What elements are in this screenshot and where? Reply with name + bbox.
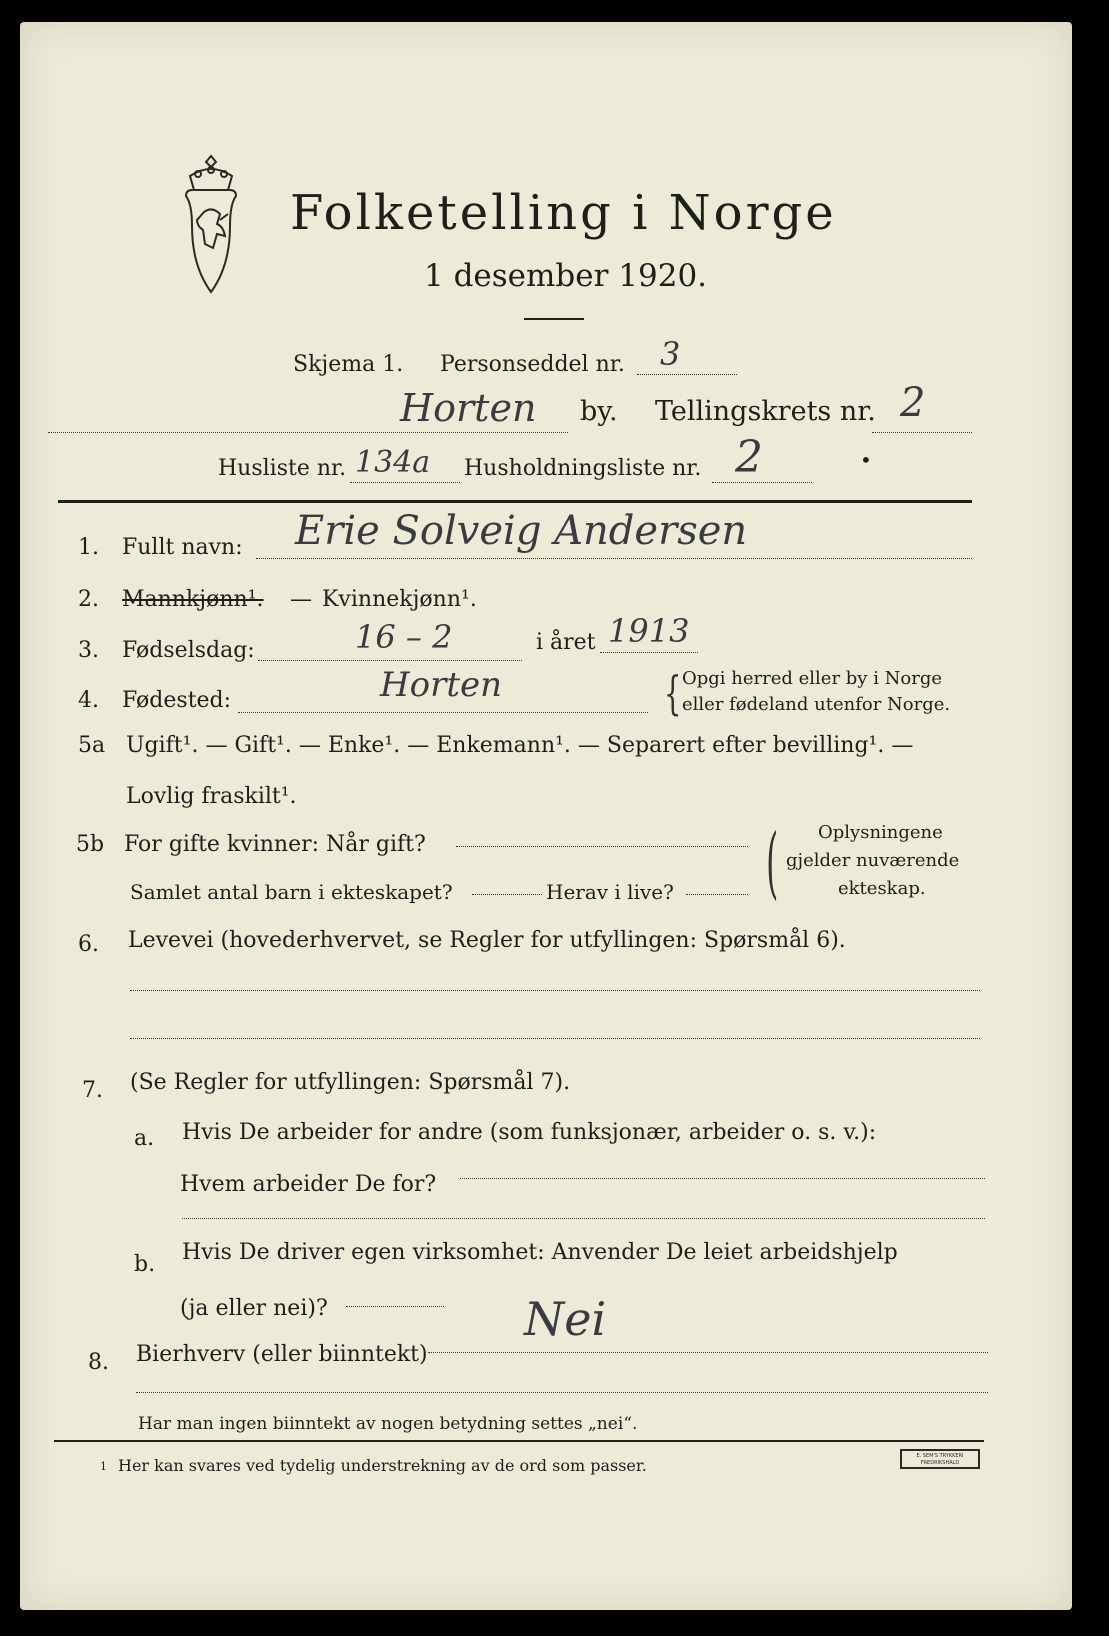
personseddel-field[interactable] [637,374,737,375]
alive-label: Herav i live? [546,880,674,904]
q5b-label: For gifte kvinner: Når gift? [124,832,426,857]
employer-field-2[interactable] [182,1218,985,1219]
employer-field-1[interactable] [460,1178,985,1179]
side-income-field-2[interactable] [136,1392,988,1393]
q4-note-line2: eller fødeland utenfor Norge. [682,694,951,715]
q7a-sub-label: Hvem arbeider De for? [180,1172,437,1197]
tellingskrets-label: Tellingskrets nr. [655,396,876,427]
occupation-field-1[interactable] [130,990,980,991]
q1-number: 1. [78,535,99,560]
full-name-field[interactable] [256,558,972,559]
q7-label: (Se Regler for utfyllingen: Spørsmål 7). [130,1070,571,1095]
q6-number: 6. [78,932,99,957]
q3-number: 3. [78,638,99,663]
form-date: 1 desember 1920. [424,258,708,294]
full-name-value[interactable]: Erie Solveig Andersen [295,508,748,554]
husholdning-label: Husholdningsliste nr. [464,456,702,481]
married-date-field[interactable] [456,846,748,847]
city-field[interactable] [48,432,568,433]
marital-status-options[interactable]: Ugift¹. — Gift¹. — Enke¹. — Enkemann¹. — Separert efter bevilling¹. — [126,733,914,758]
marital-status-divorced[interactable]: Lovlig fraskilt¹. [126,784,297,809]
q7b-number: b. [134,1252,156,1277]
q8-number: 8. [88,1350,109,1375]
ink-dot: • [860,448,872,472]
husholdning-value[interactable]: 2 [735,432,763,483]
q1-label: Fullt navn: [122,535,243,560]
birthdate-value[interactable]: 16 – 2 [355,618,453,656]
q7a-number: a. [134,1126,155,1151]
female-option[interactable]: Kvinnekjønn¹. [322,587,477,612]
skjema-label: Skjema 1. [293,352,404,377]
q5b-note-line2: gjelder nuværende [786,850,960,871]
birth-year-field[interactable] [600,652,698,653]
coat-of-arms-icon [168,152,254,302]
q6-label: Levevei (hovederhvervet, se Regler for utfyllingen: Spørsmål 6). [128,928,846,953]
q7a-label: Hvis De arbeider for andre (som funksjonær, arbeider o. s. v.): [182,1120,877,1145]
hired-help-field[interactable] [346,1306,444,1307]
footnote-text: Her kan svares ved tydelig understrekning av de ord som passer. [118,1456,647,1475]
q4-label: Fødested: [122,688,232,713]
husliste-field[interactable] [350,482,460,483]
personseddel-value[interactable]: 3 [660,335,681,373]
printer-stamp [900,1449,980,1469]
birth-year-value[interactable]: 1913 [608,612,690,650]
q7-number: 7. [82,1078,103,1103]
male-option[interactable]: Mannkjønn¹. [122,587,264,612]
form-title: Folketelling i Norge [290,185,837,241]
birthdate-field[interactable] [258,660,522,661]
q8-note: Har man ingen biinntekt av nogen betydning settes „nei“. [138,1414,638,1434]
q8-label: Bierhverv (eller biinntekt) [136,1342,428,1367]
q5a-number: 5a [78,733,106,758]
tellingskrets-value[interactable]: 2 [900,380,926,426]
tellingskrets-field[interactable] [872,432,972,433]
side-income-field-1[interactable] [428,1352,988,1353]
q3-label: Fødselsdag: [122,638,255,663]
husliste-label: Husliste nr. [218,456,347,481]
birthplace-value[interactable]: Horten [380,665,503,705]
q5b-note-line1: Oplysningene [818,822,943,843]
q4-brace: { [663,666,682,720]
title-divider [524,318,584,320]
children-label: Samlet antal barn i ekteskapet? [130,880,453,904]
printer-stamp-text: E. SEM'S TRYKKERI FREDRIKSHALD [916,1453,964,1466]
q5b-number: 5b [76,832,105,857]
q4-number: 4. [78,688,99,713]
q4-note-line1: Opgi herred eller by i Norge [682,668,943,689]
side-income-value[interactable]: Nei [524,1292,607,1346]
gender-separator: — [290,587,312,612]
birth-year-label: i året [536,630,596,655]
q7b-sub-label: (ja eller nei)? [180,1296,328,1321]
alive-field[interactable] [686,894,748,895]
personseddel-label: Personseddel nr. [440,352,625,377]
children-field[interactable] [472,894,542,895]
city-value[interactable]: Horten [400,386,537,430]
birthplace-field[interactable] [238,712,648,713]
footer-rule [54,1440,984,1442]
husliste-value[interactable]: 134a [355,445,431,480]
footnote-number: 1 [100,1460,107,1473]
q7b-label: Hvis De driver egen virksomhet: Anvender De leiet arbeidshjelp [182,1240,898,1265]
by-label: by. [580,396,618,427]
q5b-note-line3: ekteskap. [838,878,926,899]
q2-number: 2. [78,587,99,612]
occupation-field-2[interactable] [130,1038,980,1039]
q5b-bracket: ( [766,818,779,908]
header-rule [58,500,972,503]
